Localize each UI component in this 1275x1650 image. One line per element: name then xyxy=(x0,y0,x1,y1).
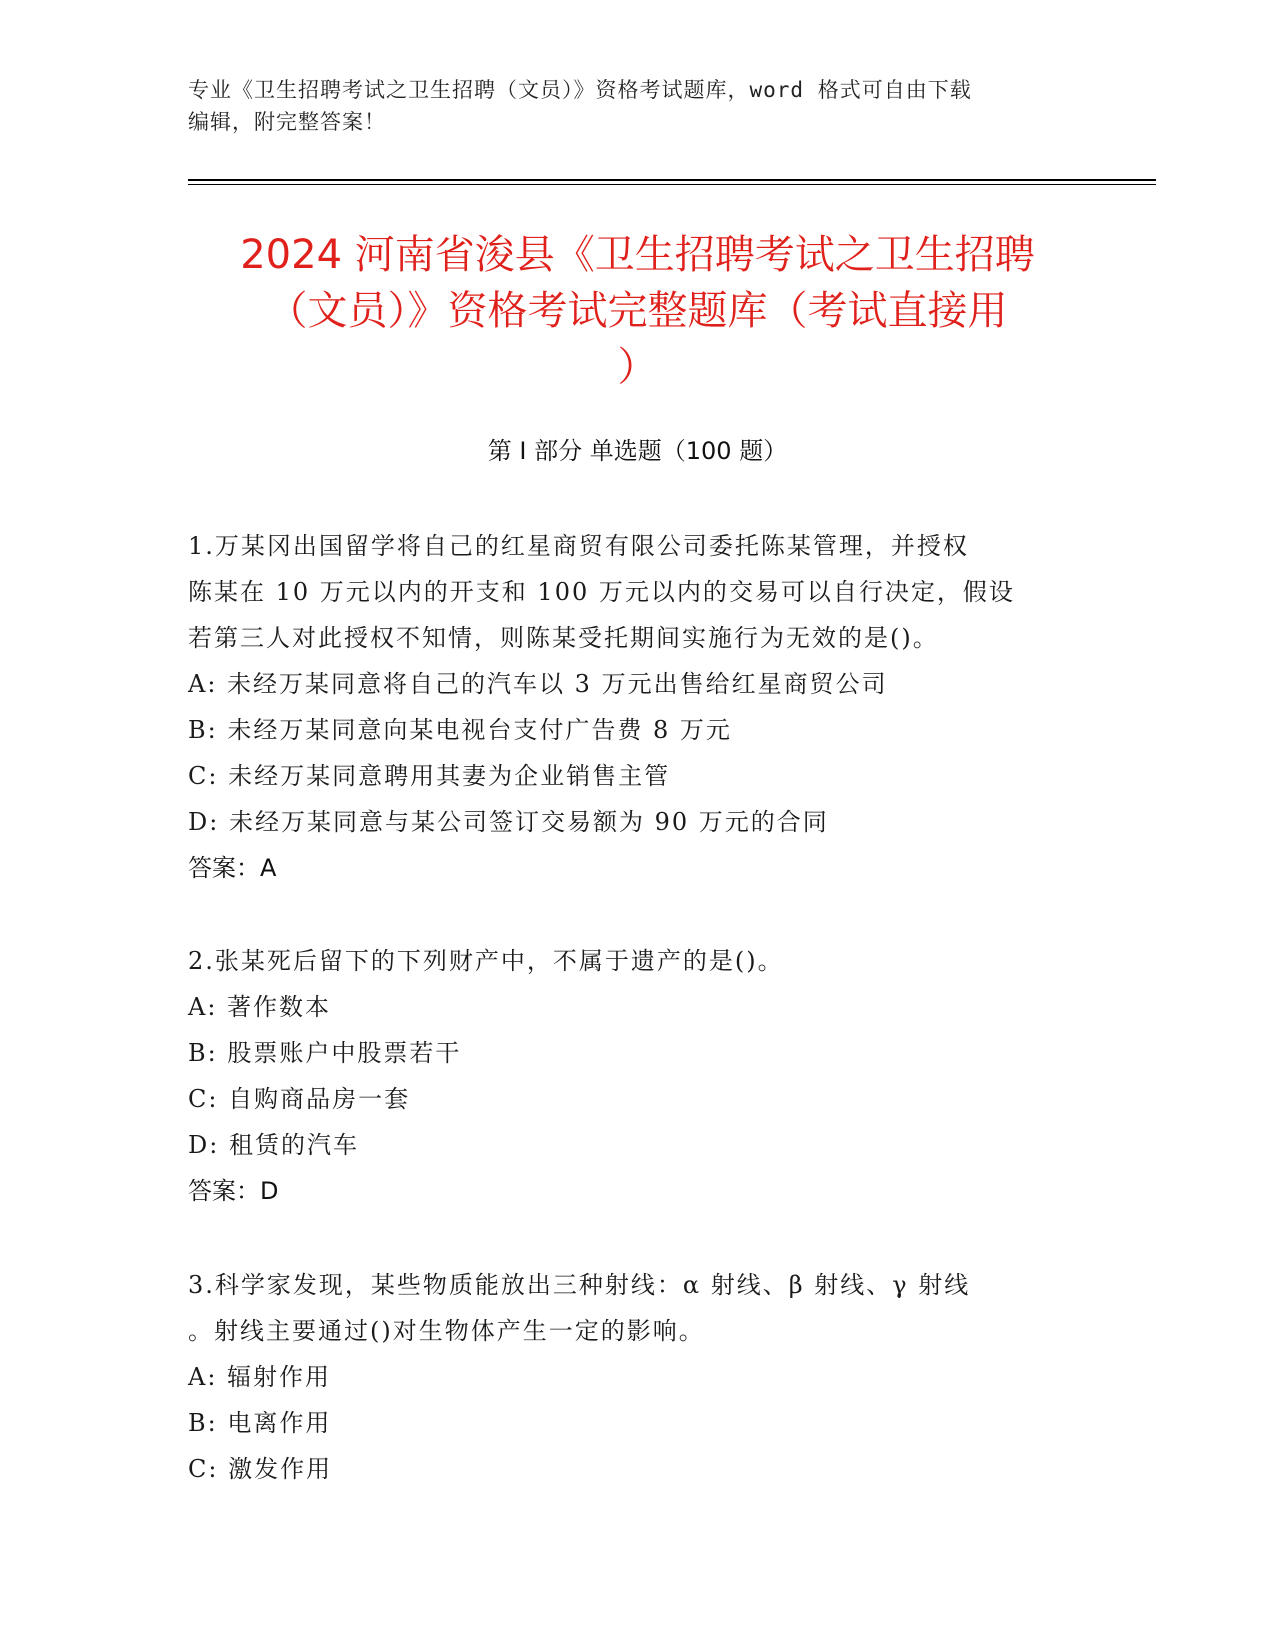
option-b: B: 电离作用 xyxy=(188,1409,332,1437)
option-a: A: 辐射作用 xyxy=(188,1363,332,1391)
question-3 xyxy=(188,1262,1088,1492)
header-note-line-1: 专业《卫生招聘考试之卫生招聘（文员）》资格考试题库，word 格式可自由下载 xyxy=(188,78,972,102)
question-stem xyxy=(188,523,1088,661)
question-stem-line: 2.张某死后留下的下列财产中，不属于遗产的是()。 xyxy=(188,947,784,975)
answer: 答案：A xyxy=(188,854,277,882)
option-b: B: 股票账户中股票若干 xyxy=(188,1039,462,1067)
question-stem-line: 3.科学家发现，某些物质能放出三种射线：α 射线、β 射线、γ 射线 xyxy=(188,1271,971,1299)
option-c: C: 激发作用 xyxy=(188,1455,333,1483)
question-stem-line: 。射线主要通过()对生物体产生一定的影响。 xyxy=(188,1317,705,1345)
question-1 xyxy=(188,523,1088,891)
question-stem-line: 1.万某冈出国留学将自己的红星商贸有限公司委托陈某管理，并授权 xyxy=(188,532,969,560)
document-title-line-2: （文员）》资格考试完整题库（考试直接用 xyxy=(267,288,1008,334)
document-title xyxy=(170,227,1105,395)
option-d: D: 未经万某同意与某公司签订交易额为 90 万元的合同 xyxy=(188,808,829,836)
answer: 答案：D xyxy=(188,1177,279,1205)
option-c: C: 自购商品房一套 xyxy=(188,1085,411,1113)
option-c: C: 未经万某同意聘用其妻为企业销售主管 xyxy=(188,762,671,790)
header-rule-thin xyxy=(188,184,1156,185)
option-a: A: 未经万某同意将自己的汽车以 3 万元出售给红星商贸公司 xyxy=(188,670,888,698)
question-2 xyxy=(188,938,1088,1214)
question-stem xyxy=(188,1262,1088,1354)
question-stem-line: 陈某在 10 万元以内的开支和 100 万元以内的交易可以自行决定，假设 xyxy=(188,578,1015,606)
document-title-line-3: ） xyxy=(617,344,658,390)
header-note-line-2: 编辑，附完整答案！ xyxy=(188,110,386,134)
option-b: B: 未经万某同意向某电视台支付广告费 8 万元 xyxy=(188,716,732,744)
document-title-line-1: 2024 河南省浚县《卫生招聘考试之卫生招聘 xyxy=(240,232,1035,278)
question-stem-line: 若第三人对此授权不知情，则陈某受托期间实施行为无效的是()。 xyxy=(188,624,939,652)
header-note xyxy=(188,74,1088,138)
section-heading: 第 I 部分 单选题（100 题） xyxy=(487,437,788,465)
question-stem xyxy=(188,938,1088,984)
option-d: D: 租赁的汽车 xyxy=(188,1131,359,1159)
header-rule-thick xyxy=(188,179,1156,181)
option-a: A: 著作数本 xyxy=(188,993,332,1021)
